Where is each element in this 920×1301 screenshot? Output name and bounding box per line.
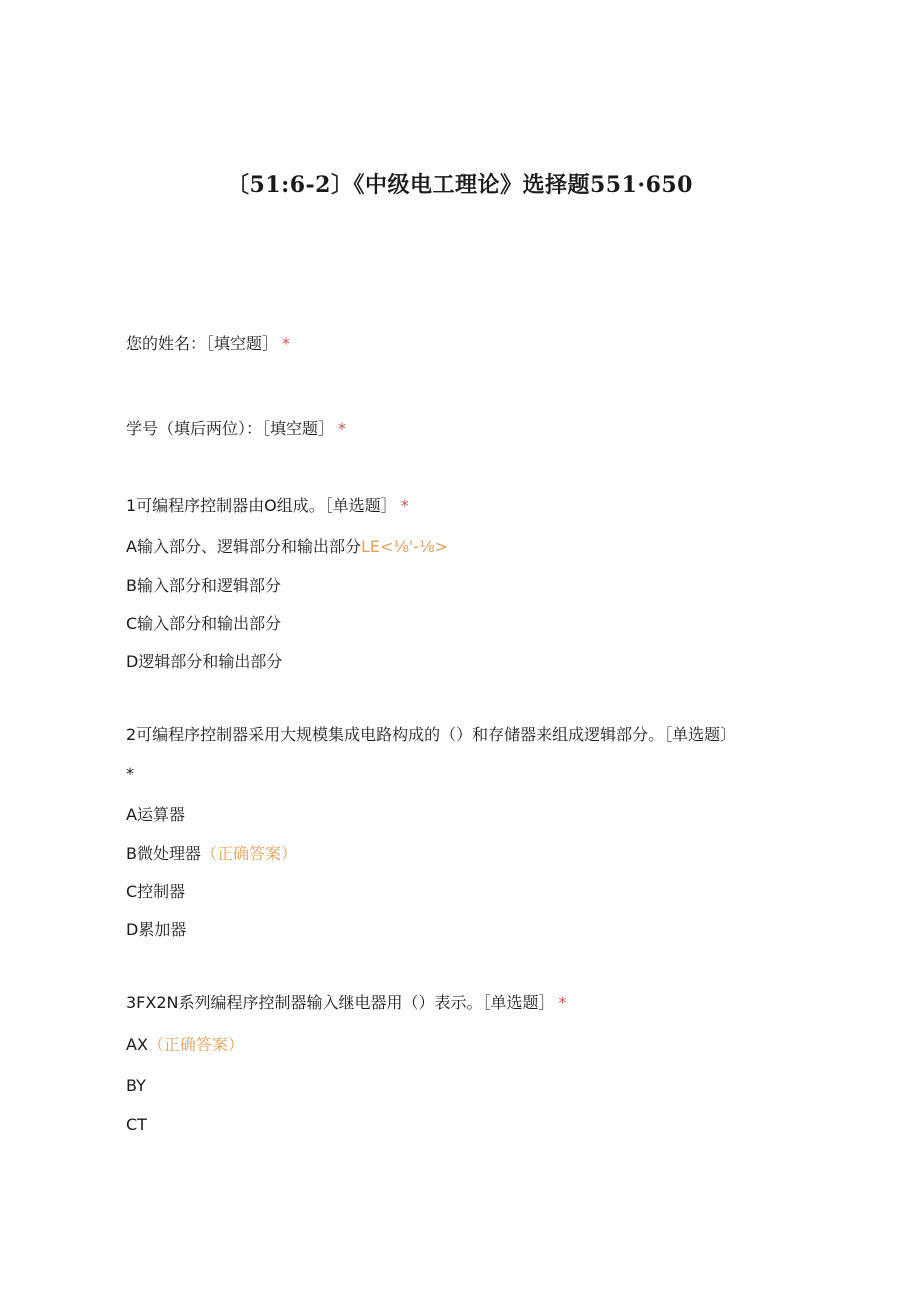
q2-option-a[interactable] <box>126 805 185 825</box>
option-label: D累加器 <box>126 920 187 939</box>
option-label: A输入部分、逻辑部分和输出部分 <box>126 537 361 556</box>
option-label: A运算器 <box>126 805 185 824</box>
option-label: C控制器 <box>126 882 186 901</box>
page-title: 〔51:6-2〕《中级电工理论》选择题551·650 <box>227 172 693 198</box>
field-label: 学号（填后两位）：［填空题］ <box>126 419 335 438</box>
required-star: * <box>338 419 347 438</box>
required-star: * <box>558 993 567 1012</box>
field-label: 您的姓名：［填空题］ <box>126 334 279 353</box>
option-label: BY <box>126 1076 146 1095</box>
student-id-field-label[interactable] <box>126 419 346 439</box>
question-2-text <box>126 725 736 745</box>
q1-option-d[interactable] <box>126 652 282 672</box>
correct-answer-tag: （正确答案） <box>147 1035 244 1054</box>
question-3-text <box>126 993 567 1013</box>
question-text: 1可编程序控制器由O组成。［单选题］ <box>126 496 397 515</box>
option-label: B微处理器 <box>126 844 201 863</box>
q1-option-c[interactable] <box>126 614 281 634</box>
q3-option-a[interactable] <box>126 1035 244 1055</box>
option-label: CT <box>126 1115 147 1134</box>
q3-option-c[interactable] <box>126 1115 147 1135</box>
question-1-text <box>126 496 409 516</box>
option-label: D逻辑部分和输出部分 <box>126 652 283 671</box>
q1-option-a[interactable] <box>126 537 448 557</box>
option-label: C输入部分和输出部分 <box>126 614 282 633</box>
q2-option-c[interactable] <box>126 882 185 902</box>
q2-option-d[interactable] <box>126 920 186 940</box>
option-label: B输入部分和逻辑部分 <box>126 576 281 595</box>
q2-option-b[interactable] <box>126 844 297 864</box>
q3-option-b[interactable] <box>126 1076 146 1096</box>
question-text: 3FX2N系列编程序控制器输入继电器用（）表示。［单选题］ <box>126 993 555 1012</box>
option-label: AX <box>126 1035 148 1054</box>
required-star: * <box>126 764 134 783</box>
q1-option-b[interactable] <box>126 576 281 596</box>
required-star: * <box>282 334 291 353</box>
answer-mark: LE<⅛'-⅛> <box>360 537 448 556</box>
name-field-label[interactable] <box>126 334 290 354</box>
question-text: 2可编程序控制器采用大规模集成电路构成的（）和存储器来组成逻辑部分。［单选题〕 <box>126 725 737 744</box>
correct-answer-tag: （正确答案） <box>200 844 297 863</box>
required-star: * <box>400 496 409 515</box>
